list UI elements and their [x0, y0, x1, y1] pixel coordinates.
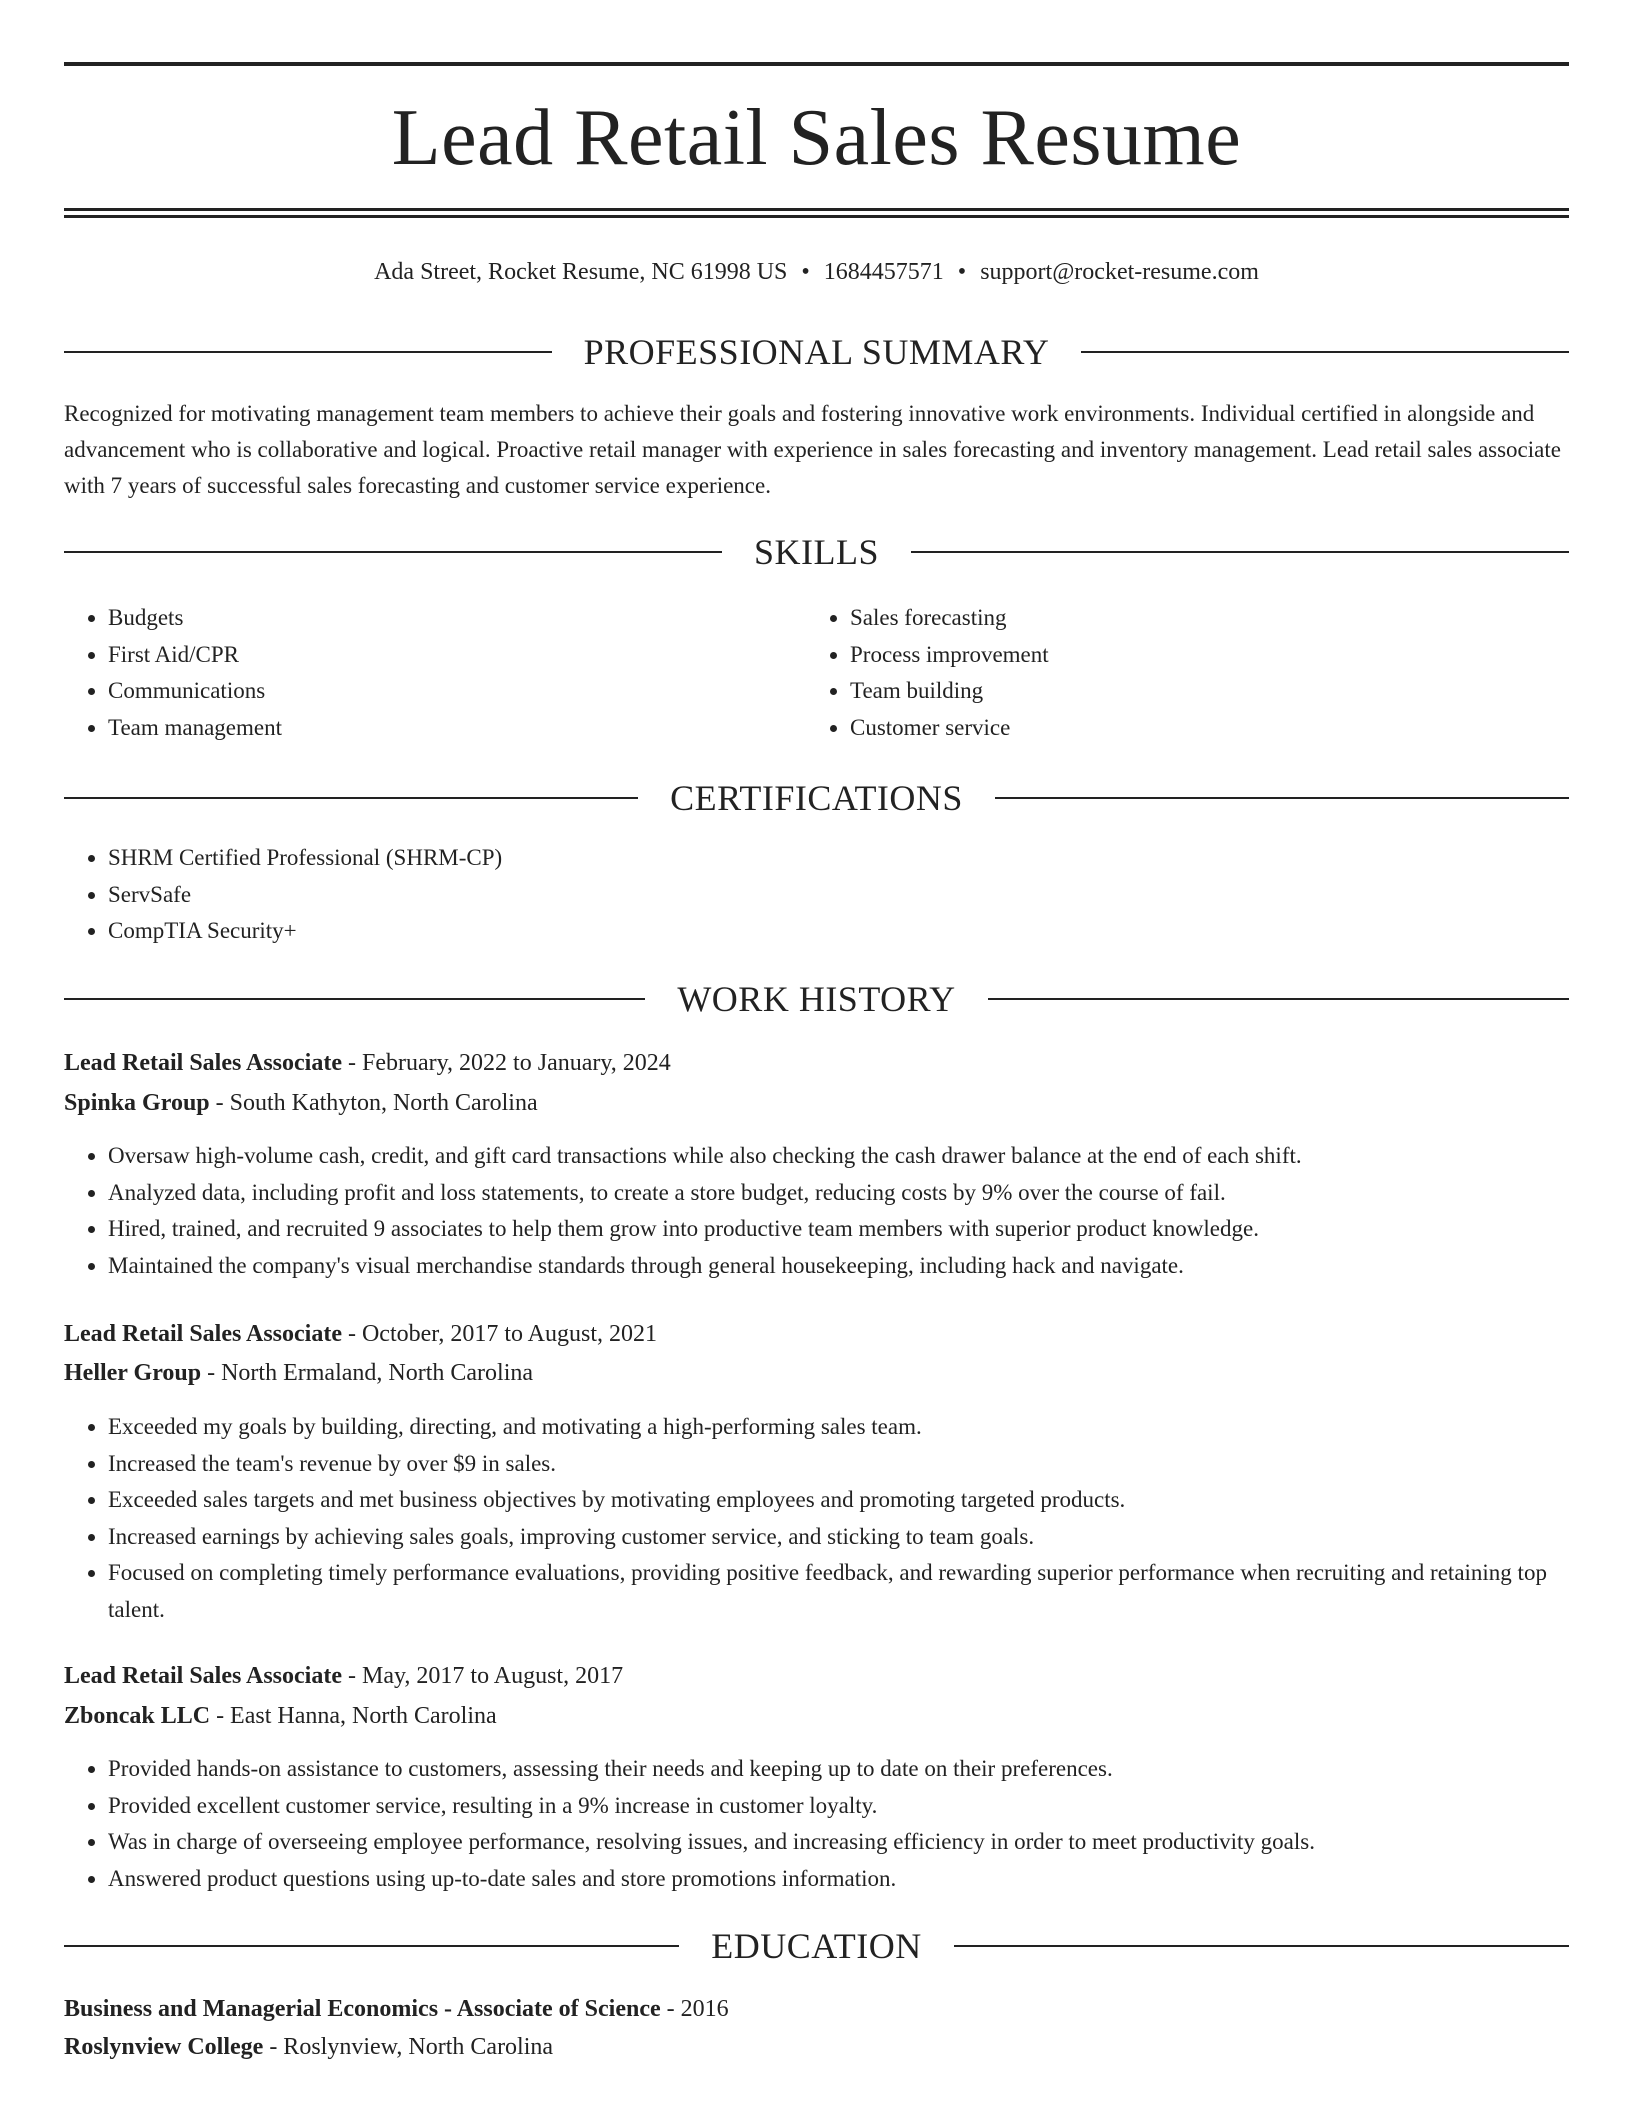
section-heading-certifications: [64, 776, 1569, 820]
education-school: Roslynview College: [64, 2034, 264, 2060]
job-title: Lead Retail Sales Associate: [64, 1321, 342, 1347]
divider-line: [988, 998, 1569, 1000]
certification-item: • SHRM Certified Professional (SHRM-CP): [108, 840, 1568, 877]
job-bullets: [64, 1409, 1569, 1628]
job-title-line: [64, 1045, 1569, 1081]
skills-list-left: [64, 600, 808, 746]
contact-address: Ada Street, Rocket Resume, NC 61998 US: [374, 259, 788, 285]
job-bullet: • Exceeded sales targets and met business objectives by motivating employees and promoting targeted products.: [108, 1482, 1569, 1519]
skill-item: • Budgets: [108, 600, 808, 637]
job-dates: - October, 2017 to August, 2021: [347, 1321, 657, 1347]
job-bullet: • Answered product questions using up-to-date sales and store promotions information.: [108, 1861, 1569, 1898]
job-bullet: • Increased earnings by achieving sales goals, improving customer service, and sticking to team goals.: [108, 1519, 1569, 1556]
section-heading-work-history: [64, 977, 1569, 1021]
section-title: PROFESSIONAL SUMMARY: [583, 332, 1050, 372]
job-bullet: • Oversaw high-volume cash, credit, and gift card transactions while also checking the cash drawer balance at the end of each shift.: [108, 1138, 1569, 1175]
job-company-line: [64, 1085, 1569, 1121]
job-bullet: • Was in charge of overseeing employee performance, resolving issues, and increasing efficiency in order to meet productivity goals.: [108, 1824, 1569, 1861]
education-location: - Roslynview, North Carolina: [269, 2034, 554, 2060]
job-dates: - May, 2017 to August, 2017: [347, 1663, 624, 1689]
title-double-rule: [64, 208, 1569, 218]
job-title: Lead Retail Sales Associate: [64, 1663, 342, 1689]
divider-line: [64, 998, 645, 1000]
job-bullet: • Hired, trained, and recruited 9 associates to help them grow into productive team members with superior product knowledge.: [108, 1211, 1569, 1248]
summary-text: Recognized for motivating management team members to achieve their goals and fostering innovative work environments. Individual certified in alongside and advancement who is collaborative and logical. Proactive retail manager with experience in sales forecasting and inventory management. Lead retail sales associate with 7 years of successful sales forecasting and customer service experience.: [64, 401, 1561, 498]
divider-line: [64, 351, 552, 353]
job-dates: - February, 2022 to January, 2024: [347, 1050, 671, 1076]
skill-item: • First Aid/CPR: [108, 637, 808, 674]
contact-phone: 1684457571: [823, 259, 944, 285]
divider-line: [64, 551, 722, 553]
job-company-line: [64, 1355, 1569, 1391]
contact-email: support@rocket-resume.com: [980, 259, 1259, 285]
job-bullet: • Provided hands-on assistance to customers, assessing their needs and keeping up to date on their preferences.: [108, 1751, 1569, 1788]
section-title: CERTIFICATIONS: [670, 778, 963, 818]
job-bullet: • Provided excellent customer service, resulting in a 9% increase in customer loyalty.: [108, 1788, 1569, 1825]
section-heading-education: [64, 1924, 1569, 1968]
job-location: - East Hanna, North Carolina: [216, 1703, 497, 1729]
section-heading-skills: [64, 530, 1569, 574]
job-title: Lead Retail Sales Associate: [64, 1050, 342, 1076]
job-bullet: • Exceeded my goals by building, directing, and motivating a high-performing sales team.: [108, 1409, 1569, 1446]
job-bullet: • Analyzed data, including profit and loss statements, to create a store budget, reducing costs by 9% over the course of fail.: [108, 1175, 1569, 1212]
job-location: - North Ermaland, North Carolina: [207, 1360, 534, 1386]
job-company-line: [64, 1698, 1569, 1734]
certifications-list: [64, 840, 1568, 950]
job-company: Spinka Group: [64, 1090, 210, 1116]
job-title-line: [64, 1658, 1569, 1694]
education-school-line: [64, 2029, 1569, 2065]
education-year: - 2016: [666, 1996, 729, 2022]
job-company: Zboncak LLC: [64, 1703, 211, 1729]
job-company: Heller Group: [64, 1360, 202, 1386]
contact-line: [64, 254, 1569, 290]
divider-line: [64, 1945, 679, 1947]
skill-item: • Team management: [108, 710, 808, 747]
divider-line: [911, 551, 1569, 553]
divider-line: [64, 797, 638, 799]
education-degree: Business and Managerial Economics - Associate of Science: [64, 1996, 661, 2022]
skill-item: • Team building: [850, 673, 1550, 710]
job-bullet: • Increased the team's revenue by over $9 in sales.: [108, 1446, 1569, 1483]
divider-line: [995, 797, 1569, 799]
job-bullet: • Maintained the company's visual merchandise standards through general housekeeping, including hack and navigate.: [108, 1248, 1569, 1285]
skill-item: • Sales forecasting: [850, 600, 1550, 637]
skill-item: • Customer service: [850, 710, 1550, 747]
divider-line: [954, 1945, 1569, 1947]
section-title: SKILLS: [754, 532, 880, 572]
skills-list-right: [806, 600, 1550, 746]
certification-item: • CompTIA Security+: [108, 913, 1568, 950]
resume-title: Lead Retail Sales Resume: [391, 94, 1242, 182]
top-rule: [64, 62, 1569, 66]
section-title: WORK HISTORY: [677, 979, 956, 1019]
certification-item: • ServSafe: [108, 877, 1568, 914]
contact-separator: •: [801, 259, 810, 285]
job-location: - South Kathyton, North Carolina: [215, 1090, 538, 1116]
job-bullet: • Focused on completing timely performance evaluations, providing positive feedback, and rewarding superior performance when recruiting and retaining top talent.: [108, 1555, 1569, 1628]
divider-line: [1081, 351, 1569, 353]
section-heading-summary: [64, 330, 1569, 374]
education-degree-line: [64, 1991, 1569, 2027]
section-title: EDUCATION: [711, 1926, 922, 1966]
job-title-line: [64, 1316, 1569, 1352]
skill-item: • Process improvement: [850, 637, 1550, 674]
job-bullets: [64, 1751, 1569, 1897]
contact-separator: •: [957, 259, 967, 285]
job-bullets: [64, 1138, 1569, 1284]
skill-item: • Communications: [108, 673, 808, 710]
